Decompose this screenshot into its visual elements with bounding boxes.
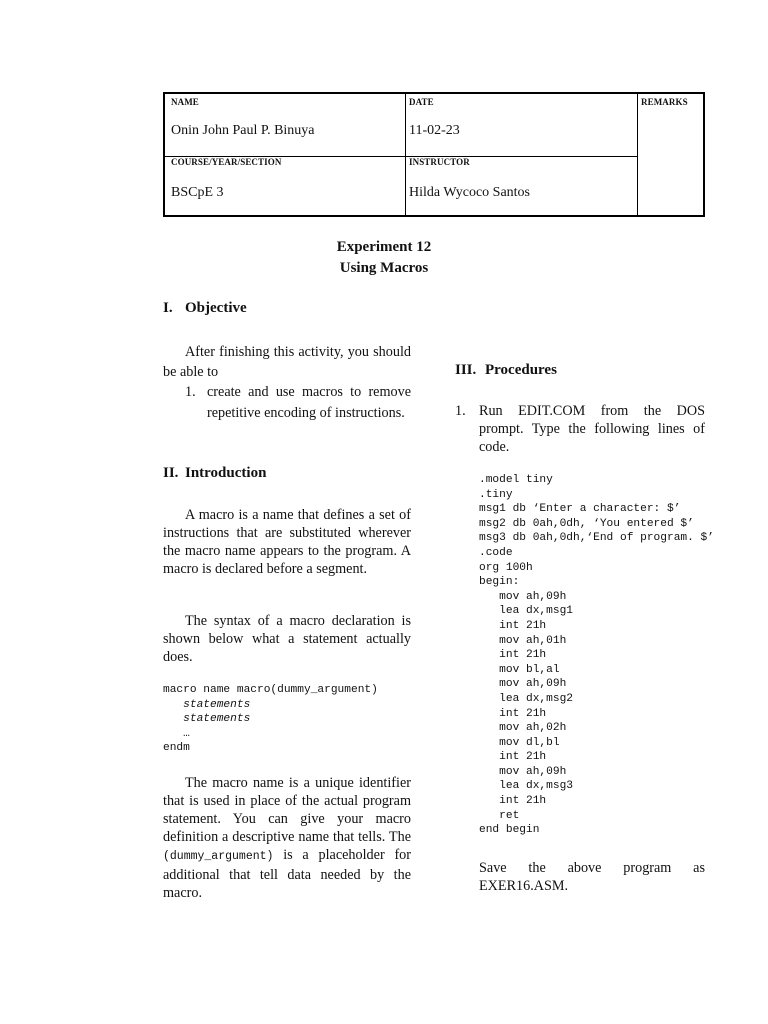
inline-code: (dummy_argument) bbox=[163, 850, 274, 863]
header-table bbox=[163, 92, 705, 217]
code-line: … bbox=[163, 727, 190, 740]
section-number: III. bbox=[455, 362, 477, 378]
save-instruction: Save the above program as EXER16.ASM. bbox=[479, 860, 705, 894]
section-number: II. bbox=[163, 465, 179, 481]
instructor-label: INSTRUCTOR bbox=[409, 157, 470, 167]
item-number: 1. bbox=[185, 384, 196, 400]
experiment-subtitle: Using Macros bbox=[339, 260, 429, 276]
program-code-block: .model tiny .tiny msg1 db ‘Enter a character: $’ msg2 db 0ah,0dh, ‘You entered $’ msg3 db 0ah,0dh,‘End of program. $’ .code org 100h begin: mov ah,09h lea dx,msg1 int 21h mov ah,01h int 21h mov bl,al mov ah,09h lea dx,msg2 int 21h mov ah,02h mov dl,bl int 21h mov ah,09h lea dx,msg3 int 21h ret end begin bbox=[479, 474, 714, 837]
objective-heading bbox=[163, 300, 247, 317]
macro-syntax-block bbox=[163, 683, 378, 756]
introduction-paragraph: The syntax of a macro declaration is shown below what a statement actually does. bbox=[163, 613, 411, 665]
objective-intro: After finishing this activity, you should be able to bbox=[163, 344, 411, 380]
introduction-paragraph bbox=[163, 774, 411, 902]
table-divider bbox=[637, 94, 638, 215]
step-number: 1. bbox=[455, 403, 466, 419]
instructor-value: Hilda Wycoco Santos bbox=[409, 185, 530, 200]
introduction-paragraph: A macro is a name that defines a set of instructions that are substituted wherever the macro name appears to the program. A macro is declared before a segment. bbox=[163, 507, 411, 577]
code-line: endm bbox=[163, 742, 190, 755]
step-text: Run EDIT.COM from the DOS prompt. Type the following lines of code. bbox=[479, 403, 705, 455]
code-line: statements bbox=[163, 698, 251, 711]
objective-item bbox=[185, 382, 411, 444]
code-line: statements bbox=[163, 713, 251, 726]
experiment-title: Experiment 12 bbox=[336, 239, 432, 255]
section-title: Objective bbox=[185, 300, 247, 316]
code-line: macro name macro(dummy_argument) bbox=[163, 684, 378, 696]
course-value: BSCpE 3 bbox=[171, 185, 224, 200]
name-label: NAME bbox=[171, 97, 199, 107]
item-text: create and use macros to remove repetitive encoding of instructions. bbox=[207, 384, 411, 421]
date-label: DATE bbox=[409, 97, 434, 107]
remarks-label: REMARKS bbox=[641, 97, 688, 107]
name-value: Onin John Paul P. Binuya bbox=[171, 123, 315, 138]
course-label: COURSE/YEAR/SECTION bbox=[171, 157, 282, 167]
date-value: 11-02-23 bbox=[409, 123, 460, 138]
procedures-heading bbox=[455, 362, 557, 379]
paragraph-text: The macro name is a unique identifier that is used in place of the actual program statement. You can give your macro definition a descriptive name that tells. The bbox=[163, 775, 411, 845]
section-title: Introduction bbox=[185, 465, 267, 481]
section-number: I. bbox=[163, 300, 173, 316]
introduction-heading bbox=[163, 465, 266, 482]
procedure-step bbox=[455, 402, 705, 462]
section-title: Procedures bbox=[485, 362, 557, 378]
table-divider bbox=[405, 94, 406, 215]
paragraph-text: is a placeholder for additional that tell data needed by the macro. bbox=[163, 847, 411, 901]
